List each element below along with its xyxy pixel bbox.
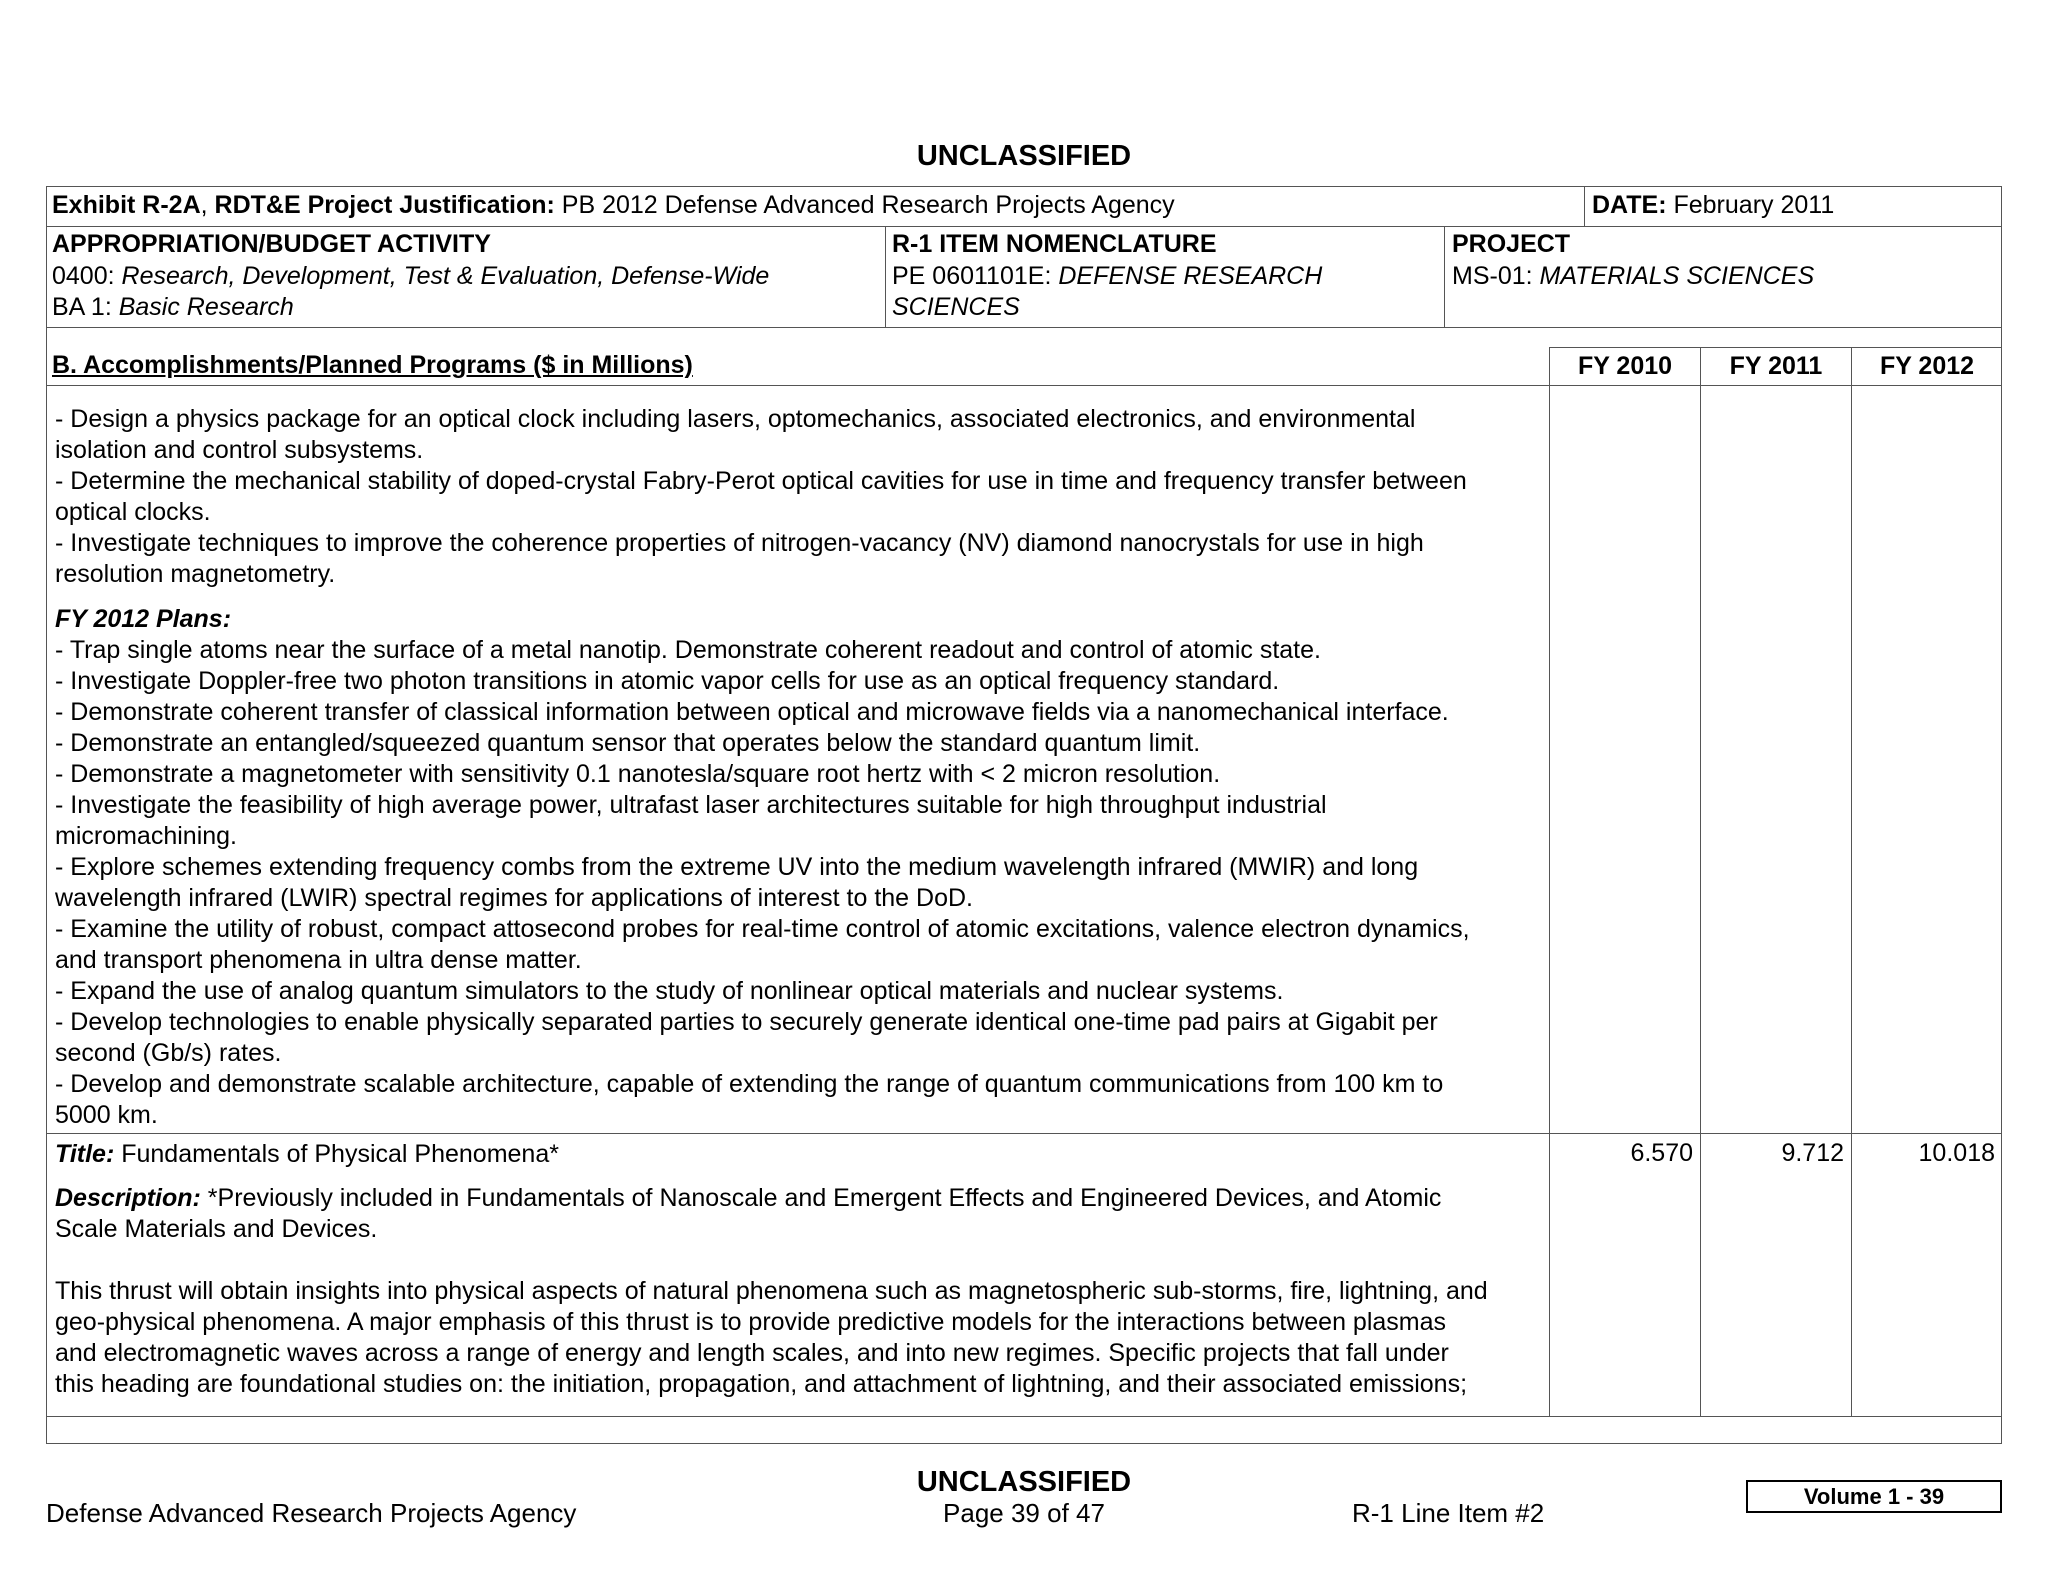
justification-value: PB 2012 Defense Advanced Research Projects Agency: [554, 191, 1175, 219]
value-fy2012: 10.018: [1918, 1139, 1995, 1167]
body-line: isolation and control subsystems.: [55, 436, 424, 464]
item-paragraph: [55, 1276, 1488, 1400]
value-fy2011: 9.712: [1781, 1139, 1844, 1167]
body-line: - Examine the utility of robust, compact attosecond probes for real-time control of atomic excitations, valence electron dynamics,: [55, 915, 1470, 943]
rule-section: [46, 385, 2002, 386]
body-line: micromachining.: [55, 822, 238, 850]
footer-line-item: R-1 Line Item #2: [1352, 1498, 1545, 1528]
body-line: - Design a physics package for an optical clock including lasers, optomechanics, associated electronics, and environmental: [55, 405, 1416, 433]
rule-fy-top: [1549, 347, 2002, 348]
rule-meta: [46, 327, 2002, 328]
footer-page: Page 39 of 47: [943, 1498, 1105, 1528]
classification-top: UNCLASSIFIED: [916, 140, 1132, 172]
r1-line-2: SCIENCES: [892, 293, 1020, 321]
fy-header-2012: FY 2012: [1879, 352, 1975, 380]
volume-badge: Volume 1 - 39: [1746, 1480, 2002, 1513]
body-line: - Trap single atoms near the surface of a metal nanotip. Demonstrate coherent readout and control of atomic state.: [55, 636, 1321, 664]
section-heading: B. Accomplishments/Planned Programs ($ in Millions): [52, 351, 693, 379]
footer-agency: Defense Advanced Research Projects Agency: [46, 1498, 577, 1528]
rule-meta-divider-1: [885, 226, 886, 328]
appropriation-line-1: [52, 261, 769, 292]
body-line: - Expand the use of analog quantum simulators to the study of nonlinear optical materials and nuclear systems.: [55, 977, 1284, 1005]
exhibit-header: [52, 190, 1175, 221]
body-line: This thrust will obtain insights into physical aspects of natural phenomena such as magnetospheric sub-storms, fire, lightning, and: [55, 1277, 1488, 1305]
body-line: - Investigate Doppler-free two photon transitions in atomic vapor cells for use as an optical frequency standard.: [55, 667, 1280, 695]
project-text: MATERIALS SCIENCES: [1539, 262, 1815, 290]
item-title: [55, 1139, 559, 1170]
rule-header: [46, 226, 2002, 227]
body-line: - Determine the mechanical stability of doped-crystal Fabry-Perot optical cavities for use in time and frequency transfer between: [55, 467, 1467, 495]
body-line: resolution magnetometry.: [55, 560, 336, 588]
value-fy2010: 6.570: [1630, 1139, 1693, 1167]
body-line: - Investigate techniques to improve the coherence properties of nitrogen-vacancy (NV) diamond nanocrystals for use in high: [55, 529, 1424, 557]
appropriation-text-1: Research, Development, Test & Evaluation, Defense-Wide: [121, 262, 770, 290]
body-line: and transport phenomena in ultra dense matter.: [55, 946, 582, 974]
date-field: [1592, 190, 1834, 221]
plans-heading: FY 2012 Plans:: [55, 605, 232, 633]
rule-item: [46, 1133, 2002, 1134]
body-line: second (Gb/s) rates.: [55, 1039, 282, 1067]
r1-label: R-1 ITEM NOMENCLATURE: [892, 230, 1217, 258]
accomplishments-block: [55, 404, 1467, 590]
body-line: - Develop and demonstrate scalable architecture, capable of extending the range of quantum communications from 100 km to: [55, 1070, 1444, 1098]
appropriation-code-2: BA 1:: [52, 293, 119, 321]
rule-date-divider: [1584, 186, 1585, 227]
appropriation-text-2: Basic Research: [118, 293, 294, 321]
plans-block: [55, 604, 1470, 1131]
exhibit-sep: ,: [200, 191, 215, 219]
appropriation-code-1: 0400:: [52, 262, 122, 290]
body-line: - Demonstrate coherent transfer of classical information between optical and microwave fields via a nanomechanical interface.: [55, 698, 1449, 726]
justification-label: RDT&E Project Justification:: [214, 191, 555, 219]
body-line: - Develop technologies to enable physically separated parties to securely generate identical one-time pad pairs at Gigabit per: [55, 1008, 1438, 1036]
body-line: 5000 km.: [55, 1101, 158, 1129]
appropriation-label: APPROPRIATION/BUDGET ACTIVITY: [52, 230, 491, 258]
exhibit-label: Exhibit R-2A: [52, 191, 201, 219]
project-line: [1452, 261, 1814, 292]
appropriation-line-2: [52, 292, 294, 323]
rule-meta-divider-2: [1444, 226, 1445, 328]
body-line: this heading are foundational studies on: the initiation, propagation, and attachment of lightning, and their associated emissions;: [55, 1370, 1468, 1398]
body-line: - Demonstrate a magnetometer with sensitivity 0.1 nanotesla/square root hertz with < 2 micron resolution.: [55, 760, 1221, 788]
project-code: MS-01:: [1452, 262, 1540, 290]
body-line: and electromagnetic waves across a range of energy and length scales, and into new regimes. Specific projects that fall under: [55, 1339, 1449, 1367]
r1-text-1: DEFENSE RESEARCH: [1058, 262, 1323, 290]
rule-fy-col-3: [1851, 347, 1852, 1416]
fy-header-2010: FY 2010: [1577, 352, 1673, 380]
rule-fy-col-2: [1700, 347, 1701, 1416]
body-line: - Explore schemes extending frequency combs from the extreme UV into the medium wavelength infrared (MWIR) and long: [55, 853, 1419, 881]
date-value: February 2011: [1666, 191, 1835, 219]
item-description-1: [55, 1183, 1441, 1214]
project-label: PROJECT: [1452, 230, 1571, 258]
classification-bottom: UNCLASSIFIED: [916, 1466, 1132, 1498]
body-line: - Demonstrate an entangled/squeezed quantum sensor that operates below the standard quantum limit.: [55, 729, 1201, 757]
body-line: wavelength infrared (LWIR) spectral regimes for applications of interest to the DoD.: [55, 884, 973, 912]
item-title-value: Fundamentals of Physical Phenomena*: [114, 1140, 559, 1168]
item-description-text: *Previously included in Fundamentals of Nanoscale and Emergent Effects and Engineered Devices, and Atomic: [200, 1184, 1442, 1212]
rule-bottom: [46, 1416, 2002, 1417]
item-title-label: Title:: [55, 1140, 115, 1168]
body-line: geo-physical phenomena. A major emphasis of this thrust is to provide predictive models for the interactions between plasmas: [55, 1308, 1447, 1336]
fy-header-2011: FY 2011: [1729, 352, 1823, 380]
r1-code: PE 0601101E:: [892, 262, 1059, 290]
date-label: DATE:: [1592, 191, 1667, 219]
r1-line-1: [892, 261, 1322, 292]
item-description-label: Description:: [55, 1184, 201, 1212]
body-line: optical clocks.: [55, 498, 211, 526]
rule-fy-col-1: [1549, 347, 1550, 1416]
item-description-2: Scale Materials and Devices.: [55, 1215, 378, 1243]
body-line: - Investigate the feasibility of high average power, ultrafast laser architectures suitable for high throughput industrial: [55, 791, 1327, 819]
